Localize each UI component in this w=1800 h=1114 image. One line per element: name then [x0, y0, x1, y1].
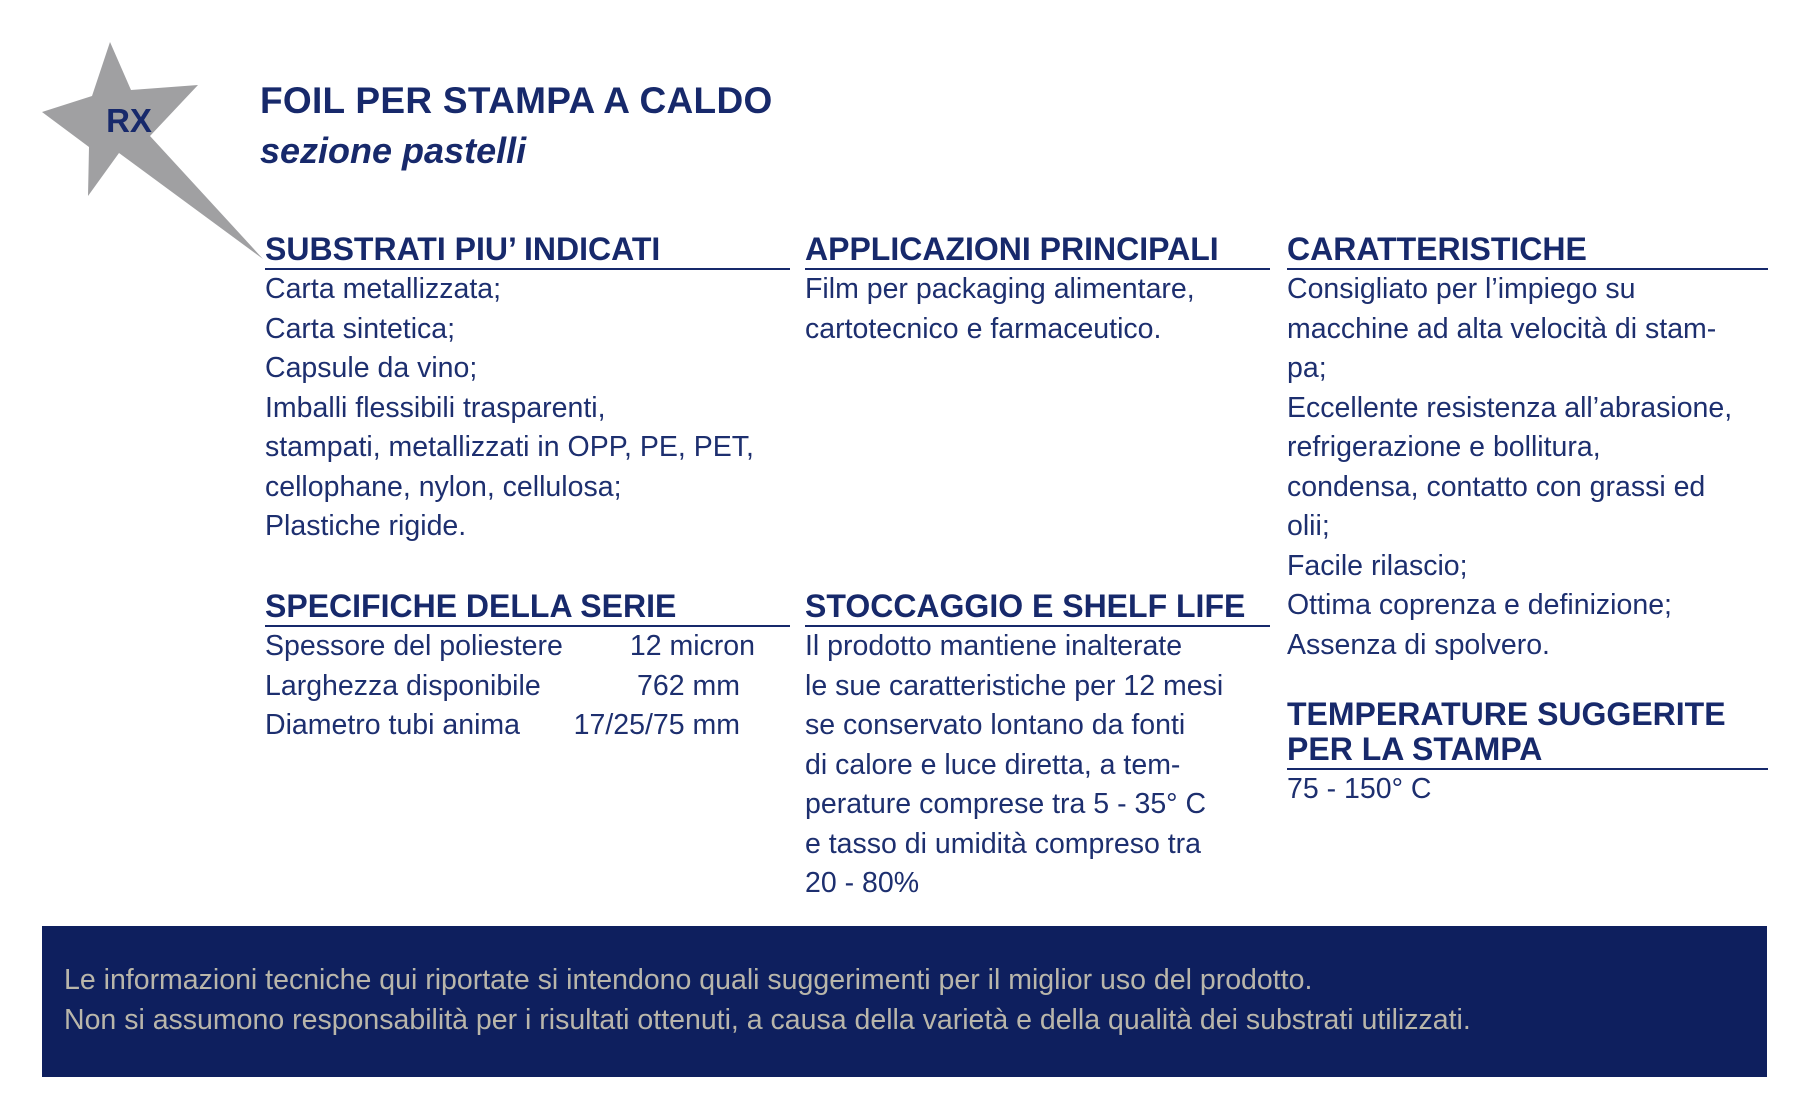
- spec-value: 12 micron: [629, 630, 755, 662]
- caratteristiche-line: refrigerazione e bollitura,: [1287, 431, 1601, 463]
- applicazioni-line: cartotecnico e farmaceutico.: [805, 312, 1162, 345]
- stoccaggio-line: di calore e luce diretta, a tem-: [805, 748, 1181, 781]
- specifiche-table: [265, 627, 790, 746]
- spec-row: [265, 706, 790, 746]
- stoccaggio-line: perature comprese tra 5 - 35° C: [805, 788, 1207, 820]
- section-stoccaggio: [805, 589, 1270, 904]
- section-temperature: [1287, 697, 1768, 810]
- section-heading-applicazioni: APPLICAZIONI PRINCIPALI: [805, 232, 1270, 270]
- section-heading-stoccaggio: STOCCAGGIO E SHELF LIFE: [805, 589, 1270, 627]
- section-specifiche: [265, 589, 790, 746]
- applicazioni-line: Film per packaging alimentare,: [805, 273, 1195, 305]
- disclaimer-line: Le informazioni tecniche qui riportate si intendono quali suggerimenti per il miglior uso del prodotto.: [64, 964, 1313, 996]
- caratteristiche-line: Consigliato per l’impiego su: [1287, 273, 1636, 305]
- substrati-item: cellophane, nylon, cellulosa;: [265, 470, 622, 503]
- substrati-item: Carta metallizzata;: [265, 273, 502, 305]
- temperature-heading-line: TEMPERATURE SUGGERITE: [1287, 696, 1726, 732]
- caratteristiche-list: [1287, 270, 1768, 665]
- stoccaggio-line: e tasso di umidità compreso tra: [805, 827, 1202, 860]
- spec-label: Spessore del poliestere: [265, 630, 563, 662]
- spec-label: Diametro tubi anima: [265, 709, 521, 741]
- stoccaggio-text: [805, 627, 1270, 904]
- spec-row: [265, 627, 790, 667]
- temperature-heading-line: PER LA STAMPA: [1287, 731, 1543, 767]
- section-heading-caratteristiche: CARATTERISTICHE: [1287, 232, 1768, 270]
- disclaimer-footer: [42, 926, 1767, 1077]
- caratteristiche-line: Ottima coprenza e definizione;: [1287, 589, 1672, 621]
- stoccaggio-line: Il prodotto mantiene inalterate: [805, 630, 1183, 662]
- stoccaggio-line: se conservato lontano da fonti: [805, 709, 1186, 741]
- temperature-text: [1287, 770, 1768, 810]
- spec-value: 17/25/75 mm: [573, 709, 740, 741]
- spec-row: [265, 667, 790, 707]
- temperature-value: 75 - 150° C: [1287, 773, 1432, 805]
- section-heading-specifiche: SPECIFICHE DELLA SERIE: [265, 589, 790, 627]
- substrati-item: stampati, metallizzati in OPP, PE, PET,: [265, 431, 754, 463]
- star-logo-icon: [42, 42, 264, 260]
- substrati-item: Capsule da vino;: [265, 352, 478, 384]
- substrati-item: Carta sintetica;: [265, 312, 456, 345]
- stoccaggio-line: le sue caratteristiche per 12 mesi: [805, 669, 1224, 702]
- caratteristiche-line: Assenza di spolvero.: [1287, 628, 1550, 661]
- substrati-list: [265, 270, 790, 547]
- page-title: FOIL PER STAMPA A CALDO: [260, 80, 773, 121]
- logo-text: RX: [106, 102, 152, 139]
- stoccaggio-line: 20 - 80%: [805, 867, 920, 899]
- disclaimer-line: Non si assumono responsabilità per i risultati ottenuti, a causa della varietà e della qualità dei substrati utilizzati.: [64, 1004, 1471, 1036]
- caratteristiche-line: pa;: [1287, 352, 1327, 384]
- applicazioni-text: [805, 270, 1270, 349]
- spec-value: 762 mm: [637, 669, 740, 702]
- section-heading-temperature: [1287, 697, 1768, 770]
- caratteristiche-line: Facile rilascio;: [1287, 549, 1468, 582]
- caratteristiche-line: condensa, contatto con grassi ed: [1287, 470, 1706, 503]
- section-caratteristiche: [1287, 232, 1768, 665]
- caratteristiche-line: macchine ad alta velocità di stam-: [1287, 312, 1717, 345]
- caratteristiche-line: Eccellente resistenza all’abrasione,: [1287, 391, 1733, 424]
- substrati-item: Imballi flessibili trasparenti,: [265, 391, 606, 424]
- caratteristiche-line: olii;: [1287, 510, 1330, 542]
- substrati-item: Plastiche rigide.: [265, 510, 467, 542]
- spec-label: Larghezza disponibile: [265, 669, 541, 702]
- section-applicazioni: [805, 232, 1270, 349]
- page-subtitle: sezione pastelli: [260, 130, 527, 171]
- section-substrati: [265, 232, 790, 547]
- section-heading-substrati: SUBSTRATI PIU’ INDICATI: [265, 232, 790, 270]
